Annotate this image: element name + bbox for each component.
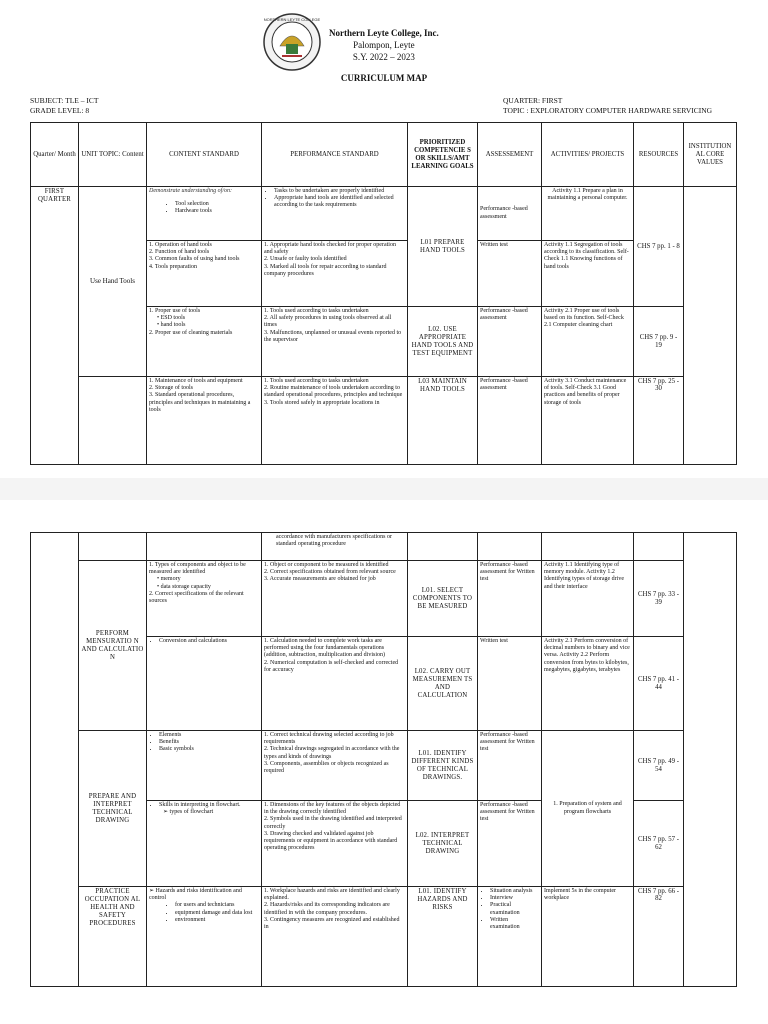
assessment-cell: Performance -based assessment for Written test: [478, 801, 542, 887]
content-standard-cell: [147, 731, 262, 801]
competency-cell: L02. INTERPRET TECHNICAL DRAWING: [408, 801, 478, 887]
quarter-cell: FIRST QUARTER: [31, 187, 79, 465]
content-standard-cell: [147, 561, 262, 637]
performance-standard-cell: [262, 561, 408, 637]
list-item: • Basic symbols: [159, 746, 259, 753]
list-item: 2. All safety procedures in using tools observed at all times: [264, 315, 392, 329]
competency-cell: L01. IDENTIFY DIFFERENT KINDS OF TECHNICAL DRAWINGS.: [408, 731, 478, 801]
school-header: [329, 27, 439, 63]
resource-cell: CHS 7 pp. 49 - 54: [634, 731, 684, 801]
assessment-cell: Performance -based assessment for Written test: [478, 561, 542, 637]
col-header: INSTITUTION AL CORE VALUES: [684, 123, 737, 187]
col-header: RESOURCES: [634, 123, 684, 187]
curriculum-table-page1: [30, 122, 737, 465]
list-item: 2. Correct specifications obtained from relevant source: [264, 569, 396, 576]
list-item: 1. Types of components and object to be measured are identified: [149, 562, 246, 576]
assessment-cell: [478, 533, 542, 561]
subject-block: [30, 96, 98, 116]
competency-cell: L01. IDENTIFY HAZARDS AND RISKS: [408, 887, 478, 987]
resource-cell: CHS 7 pp. 66 - 82: [634, 887, 684, 987]
table-row: [31, 731, 737, 801]
school-year: S.Y. 2022 – 2023: [352, 52, 415, 62]
list-item: 3. Accurate measurements are obtained for job: [264, 576, 376, 583]
quarter-label: QUARTER: FIRST: [503, 96, 563, 105]
list-item: 3. Tools stored safely in appropriate locations in: [264, 399, 380, 406]
resource-cell: CHS 7 pp. 41 - 44: [634, 637, 684, 731]
list-item: • Interview: [490, 895, 539, 902]
list-item: 2. Function of hand tools: [149, 249, 210, 256]
quarter-cell: [31, 533, 79, 987]
table-header-row: [31, 123, 737, 187]
quarter-block: [503, 96, 712, 116]
activity-cell: Activity 1.1 Identifying type of memory module. Activity 1.2 Identifying types of storage drive and their interface: [542, 561, 634, 637]
page-title: CURRICULUM MAP: [340, 73, 428, 83]
content-standard-cell: [147, 377, 262, 465]
resource-cell: CHS 7 pp. 9 - 19: [634, 307, 684, 377]
list-item: • memory: [157, 576, 181, 583]
content-standard-cell: [147, 187, 262, 241]
list-item: • equipment damage and data lost: [175, 910, 259, 917]
school-address: Palompon, Leyte: [353, 40, 415, 50]
list-item: 2. Numerical computation is self-checked and corrected for accuracy: [264, 659, 399, 673]
curriculum-table-page2: [30, 532, 737, 987]
page-two: [0, 500, 768, 1024]
content-standard-cell: [147, 533, 262, 561]
competency-cell: L03 MAINTAIN HAND TOOLS: [408, 377, 478, 465]
list-item-text: types of flowchart: [169, 809, 214, 816]
assessment-cell: Performance -based assessment for Written test: [478, 731, 542, 801]
list-item: 1. Correct technical drawing selected according to job requirements: [264, 732, 394, 746]
performance-standard-cell: accordance with manufacturers specifications or standard operating procedure: [262, 533, 408, 561]
list-item: • for users and technicians: [175, 902, 259, 909]
col-header: Quarter/ Month: [31, 123, 79, 187]
content-intro: Demonstrate understanding of/on:: [149, 188, 232, 194]
logo-text: NORTHERN LEYTE COLLEGE: [263, 17, 321, 22]
list-item: 1. Proper use of tools: [149, 308, 201, 314]
list-item: 2. Hazards/risks and its corresponding indicators are identified in with the company procedures.: [264, 902, 390, 916]
list-item: • Benefits: [159, 739, 259, 746]
list-item-text: Hazards and risks identification and control: [149, 888, 242, 902]
list-item: 3. Marked all tools for repair according to standard company procedures: [264, 263, 387, 277]
assessment-cell: Performance -based assessment: [478, 377, 542, 465]
list-item: • Conversion and calculations: [159, 638, 259, 645]
col-header: ASSESSEMENT: [478, 123, 542, 187]
table-row: [31, 377, 737, 465]
content-standard-cell: [147, 887, 262, 987]
list-item: • Written examination: [490, 917, 539, 931]
list-item: • Appropriate hand tools are identified and selected according to the task requirements: [274, 195, 405, 209]
list-item: 2. Correct specifications of the relevant sources: [149, 590, 244, 605]
performance-standard-cell: [262, 731, 408, 801]
activity-cell: Activity 2.1 Proper use of tools based on its function. Self-Check 2.1 Computer cleaning chart: [542, 307, 634, 377]
list-item: 2. Routine maintenance of tools undertaken according to standard operational procedures, principles and technique: [264, 385, 403, 399]
activity-cell: Activity 1.1 Segregation of tools according to its classification. Self-Check 1.1 Knowing functions of hand tools: [542, 241, 634, 307]
list-item: 2. Symbols used in the drawing identified and interpreted correctly: [264, 816, 402, 830]
table-row: [31, 561, 737, 637]
list-item: • data storage capacity: [157, 583, 211, 590]
list-item: 2. Proper use of cleaning materials: [149, 329, 233, 336]
list-item: • Tasks to be undertaken are properly identified: [274, 188, 405, 195]
list-item: • Practical examination: [490, 902, 539, 916]
resource-cell: CHS 7 pp. 33 - 39: [634, 561, 684, 637]
list-item: 1. Dimensions of the key features of the objects depicted in the drawing correctly identified: [264, 802, 401, 816]
activity-cell: [542, 533, 634, 561]
activity-cell: 1. Preparation of system and program flowcharts: [542, 731, 634, 887]
assessment-cell: Written test: [478, 637, 542, 731]
content-standard-cell: [147, 307, 262, 377]
list-item: 1. Object or component to be measured is identified: [264, 562, 389, 568]
list-item: 3. Drawing checked and validated against job requirements or equipment in accordance with standard operating procedures: [264, 830, 398, 852]
col-header: CONTENT STANDARD: [147, 123, 262, 187]
list-item: • Tool selection: [175, 201, 259, 208]
resource-cell: CHS 7 pp. 25 - 30: [634, 377, 684, 465]
list-item: • Situation analysis: [490, 888, 539, 895]
list-item: 1. Maintenance of tools and equipment: [149, 378, 243, 384]
performance-standard-cell: [262, 307, 408, 377]
list-item: • environment: [175, 917, 259, 924]
core-values-cell: [684, 533, 737, 987]
table-row: [31, 887, 737, 987]
list-item: 2. Storage of tools: [149, 385, 193, 392]
col-header: PRIORITIZED COMPETENCIE S OR SKILLS/AMT LEARNING GOALS: [408, 123, 478, 187]
resource-cell: CHS 7 pp. 57 - 62: [634, 801, 684, 887]
list-item: 3. Malfunctions, unplanned or unusual events reported to the supervisor: [264, 329, 402, 343]
topic-label: TOPIC : EXPLORATORY COMPUTER HARDWARE SERVICING: [503, 106, 713, 115]
list-item: 2. Technical drawings segregated in accordance with the types and kinds of drawings: [264, 746, 400, 760]
activity-cell: Activity 2.1 Perform conversion of decimal numbers to binary and vice versa. Activity 2.2 Perform conversion from bytes to kilobytes, megabytes, gigabytes, terabytes: [542, 637, 634, 731]
competency-cell: L01 PREPARE HAND TOOLS: [408, 187, 478, 307]
unit-topic-cell: [79, 533, 147, 561]
performance-standard-cell: [262, 241, 408, 307]
performance-standard-cell: [262, 887, 408, 987]
list-item: 1. Workplace hazards and risks are identified and clearly explained.: [264, 888, 400, 902]
unit-topic-cell: PREPARE AND INTERPRET TECHNICAL DRAWING: [79, 731, 147, 887]
resource-cell: [634, 533, 684, 561]
list-item: • hand tools: [157, 322, 186, 329]
competency-cell: L01. SELECT COMPONENTS TO BE MEASURED: [408, 561, 478, 637]
performance-standard-cell: [262, 187, 408, 241]
unit-topic-cell: PERFORM MENSURATIO N AND CALCULATIO N: [79, 561, 147, 731]
list-item: • Skills in interpreting in flowchart.: [159, 802, 259, 809]
list-item: 3. Contingency measures are recognized and established in: [264, 916, 400, 931]
school-name: Northern Leyte College, Inc.: [329, 28, 439, 38]
table-row: [31, 533, 737, 561]
list-item: 1. Operation of hand tools: [149, 242, 212, 248]
list-item: • ESD tools: [157, 315, 186, 322]
activity-cell: Implement 5s in the computer workplace: [542, 887, 634, 987]
subject-label: SUBJECT: TLE – ICT: [30, 96, 99, 105]
col-header: ACTIVITIES/ PROJECTS: [542, 123, 634, 187]
table-row: [31, 187, 737, 241]
core-values-cell: [684, 187, 737, 465]
list-item: 1. Tools used according to tasks undertaken: [264, 378, 369, 384]
activity-cell: Activity 3.1 Conduct maintenance of tools. Self-Check 3.1 Good practices and benefits of proper storage of tools: [542, 377, 634, 465]
performance-standard-cell: [262, 801, 408, 887]
list-item: • Hardware tools: [175, 208, 259, 215]
list-item: 4. Tools preparation: [149, 263, 197, 270]
assessment-cell: Performance -based assessment: [478, 307, 542, 377]
col-header: UNIT TOPIC: Content: [79, 123, 147, 187]
performance-standard-cell: [262, 377, 408, 465]
list-item: 1. Calculation needed to complete work tasks are performed using the four fundamentals operations (addition, subtraction, multiplication and division): [264, 638, 385, 659]
page-one: [0, 0, 768, 500]
list-item: 3. Common faults of using hand tools: [149, 256, 240, 263]
content-standard-cell: [147, 801, 262, 887]
grade-level-label: GRADE LEVEL: 8: [30, 106, 90, 115]
content-standard-cell: [147, 241, 262, 307]
unit-topic-cell: PRACTICE OCCUPATION AL HEALTH AND SAFETY PROCEDURES: [79, 887, 147, 987]
list-item: 1. Tools used according to tasks undertaken: [264, 308, 369, 314]
list-item: ➢ types of flowchart: [163, 809, 214, 816]
list-item: 2. Unsafe or faulty tools identified: [264, 256, 347, 263]
assessment-cell: Performance -based assessment: [478, 187, 542, 241]
competency-cell: L02. CARRY OUT MEASUREMEN TS AND CALCULATION: [408, 637, 478, 731]
list-item: 1. Appropriate hand tools checked for proper operation and safety: [264, 242, 396, 256]
list-item: ➢ Hazards and risks identification and control: [149, 888, 242, 902]
list-item: 3. Components, assemblies or objects recognized as required: [264, 760, 389, 775]
unit-topic-cell: [79, 377, 147, 465]
col-header: PERFORMANCE STANDARD: [262, 123, 408, 187]
unit-topic-cell: Use Hand Tools: [79, 187, 147, 377]
list-item: • Elements: [159, 732, 259, 739]
competency-cell: [408, 533, 478, 561]
assessment-cell: [478, 887, 542, 987]
school-seal-logo: [262, 12, 322, 72]
resource-cell: CHS 7 pp. 1 - 8: [634, 187, 684, 307]
assessment-cell: Written test: [478, 241, 542, 307]
performance-standard-cell: [262, 637, 408, 731]
competency-cell: L02. USE APPROPRIATE HAND TOOLS AND TEST EQUIPMENT: [408, 307, 478, 377]
content-standard-cell: [147, 637, 262, 731]
activity-cell: Activity 1.1 Prepare a plan in maintaining a personal computer.: [542, 187, 634, 241]
list-item: 3. Standard operational procedures, principles and techniques in maintaining a tools: [149, 392, 251, 413]
